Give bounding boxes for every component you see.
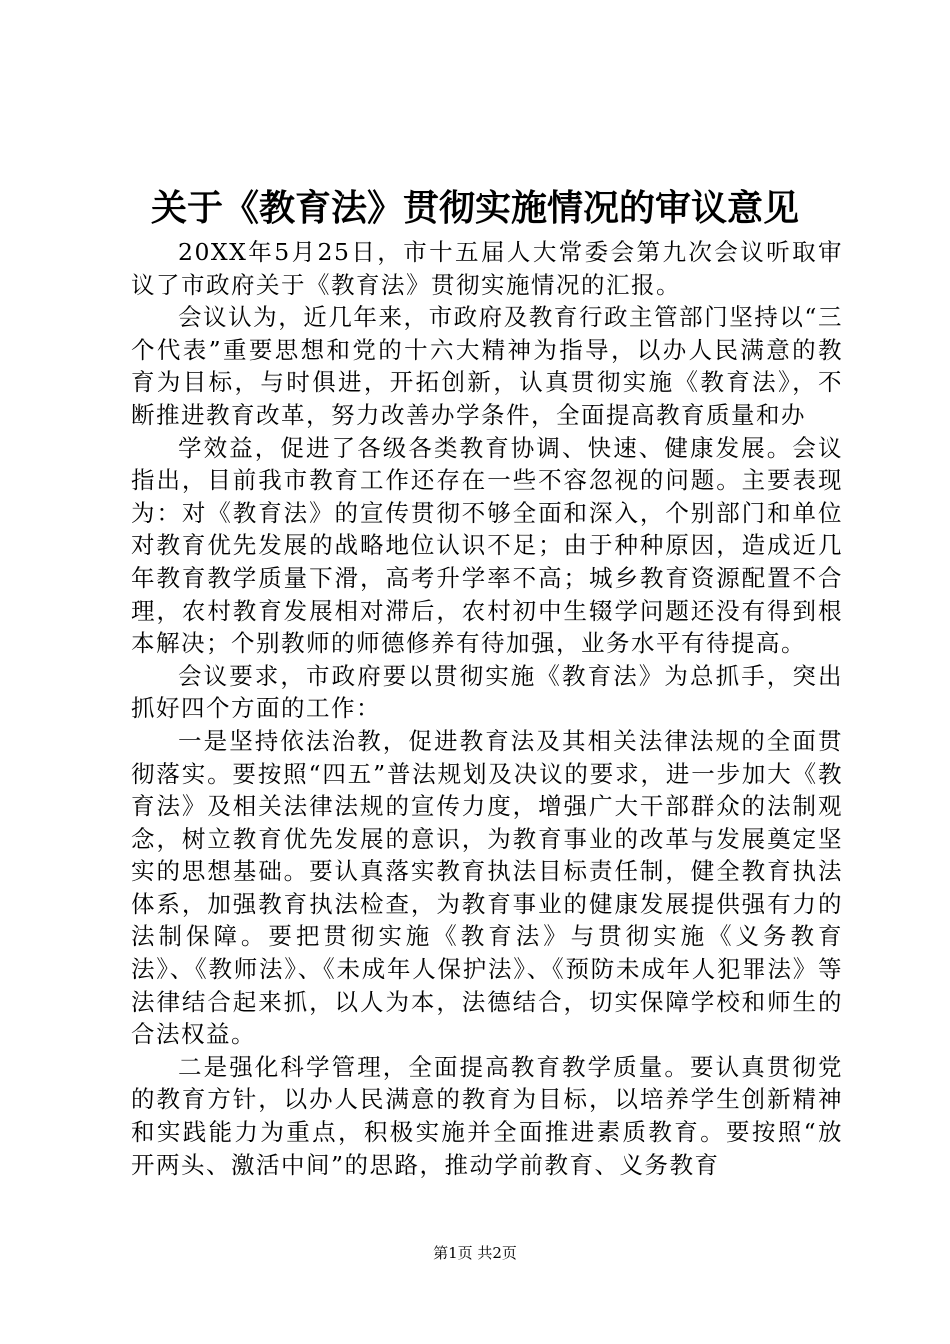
- paragraph-3: 学效益，促进了各级各类教育协调、快速、健康发展。会议指出，目前我市教育工作还存在一些不容忽视的问题。主要表现为：对《教育法》的宣传贯彻不够全面和深入，个别部门和单位对教育优先发展的战略地位认识不足；由于种种原因，造成近几年教育教学质量下滑，高考升学率不高；城乡教育资源配置不合理，农村教育发展相对滞后，农村初中生辍学问题还没有得到根本解决；个别教师的师德修养有待加强，业务水平有待提高。: [131, 433, 843, 658]
- paragraph-5: 一是坚持依法治教，促进教育法及其相关法律法规的全面贯彻落实。要按照“四五”普法规划及决议的要求，进一步加大《教育法》及相关法律法规的宣传力度，增强广大干部群众的法制观念，树立教育优先发展的意识，为教育事业的改革与发展奠定坚实的思想基础。要认真落实教育执法目标责任制，健全教育执法体系，加强教育执法检查，为教育事业的健康发展提供强有力的法制保障。要把贯彻实施《教育法》与贯彻实施《义务教育法》、《教师法》、《未成年人保护法》、《预防未成年人犯罪法》等法律结合起来抓，以人为本，法德结合，切实保障学校和师生的合法权益。: [131, 726, 843, 1049]
- paragraph-6: 二是强化科学管理，全面提高教育教学质量。要认真贯彻党的教育方针，以办人民满意的教育为目标，以培养学生创新精神和实践能力为重点，积极实施并全面推进素质教育。要按照“放开两头、激活中间”的思路，推动学前教育、义务教育: [131, 1052, 843, 1179]
- paragraph-1: 20XX年5月25日，市十五届人大常委会第九次会议听取审议了市政府关于《教育法》贯彻实施情况的汇报。: [131, 238, 843, 299]
- document-body: [131, 236, 843, 1181]
- document-title: 关于《教育法》贯彻实施情况的审议意见: [150, 188, 799, 229]
- paragraph-4: 会议要求，市政府要以贯彻实施《教育法》为总抓手，突出抓好四个方面的工作：: [131, 661, 843, 723]
- paragraph-2: 会议认为，近几年来，市政府及教育行政主管部门坚持以“三个代表”重要思想和党的十六大精神为指导，以办人民满意的教育为目标，与时俱进，开拓创新，认真贯彻实施《教育法》，不断推进教育改革，努力改善办学条件，全面提高教育质量和办: [131, 303, 843, 429]
- page-number-footer: 第1页 共2页: [433, 1244, 517, 1262]
